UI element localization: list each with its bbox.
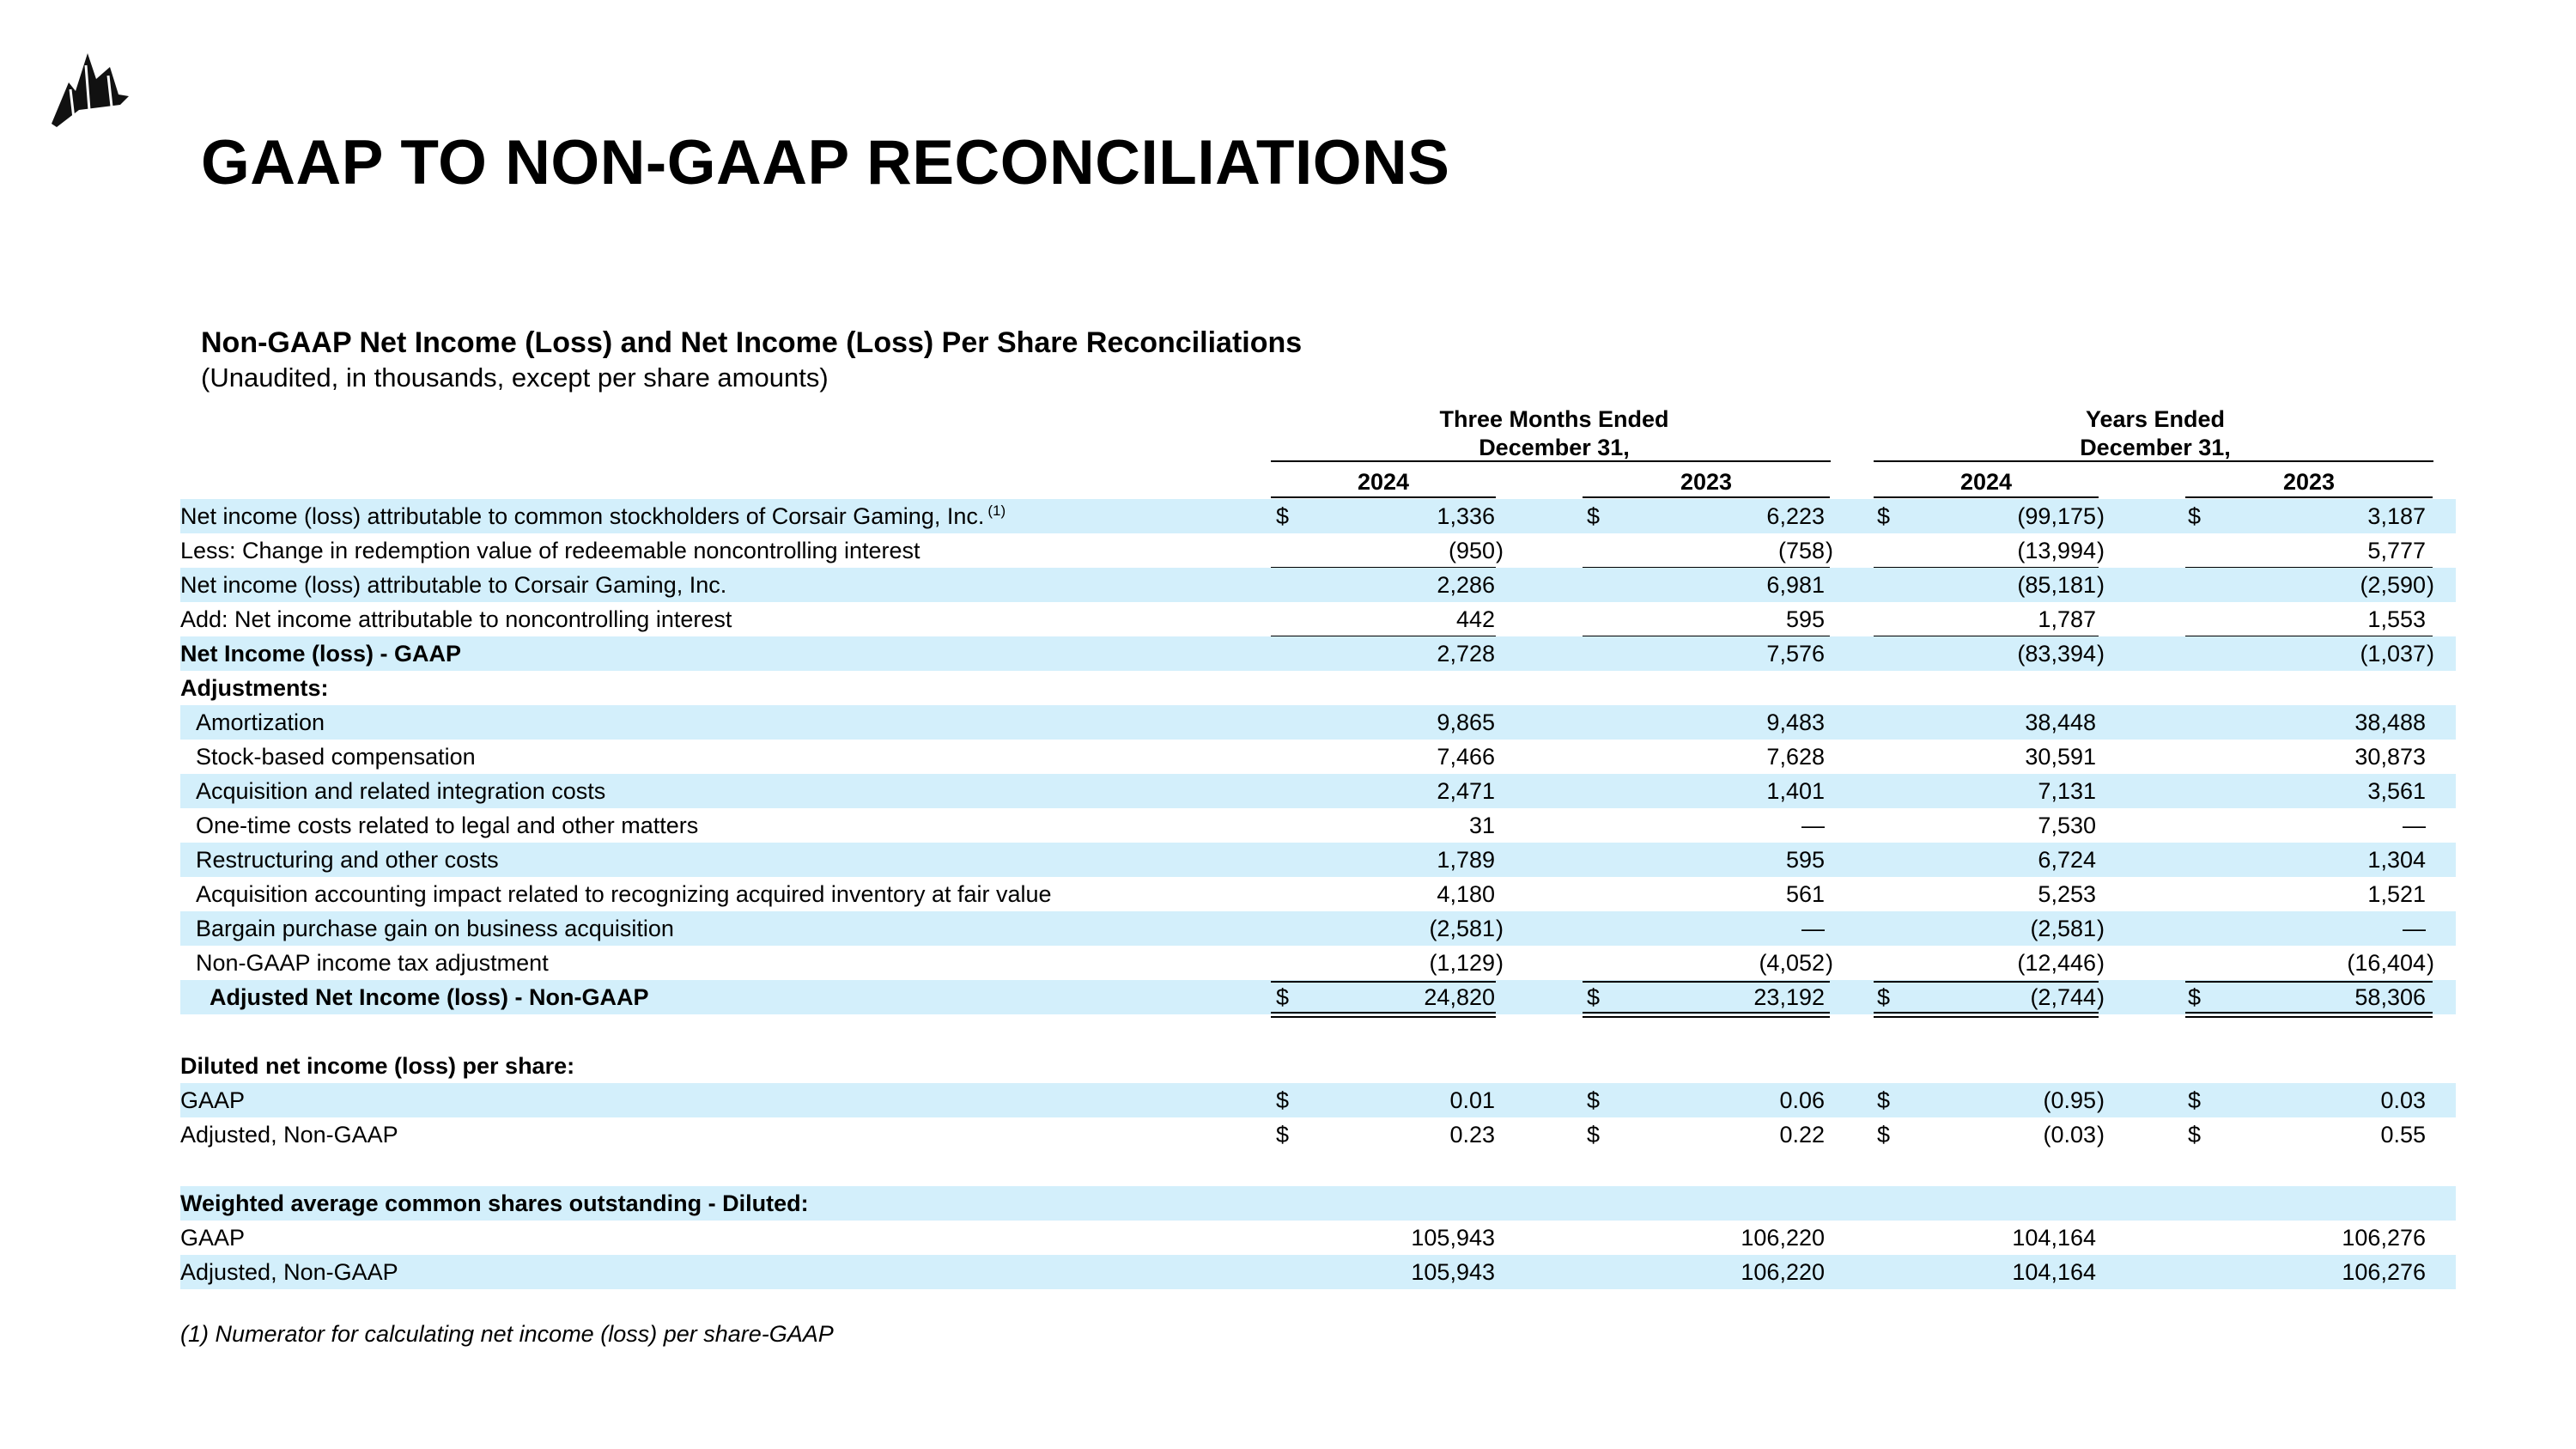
currency-symbol: $ bbox=[2188, 503, 2202, 529]
value-cell bbox=[2245, 1152, 2426, 1186]
closing-paren: ) bbox=[2097, 641, 2105, 667]
closing-paren: ) bbox=[2097, 916, 2105, 941]
value-cell: 6,223 bbox=[1766, 503, 1825, 529]
row-label-text: Add: Net income attributable to noncontrolling interest bbox=[180, 606, 732, 632]
value-cell bbox=[1335, 1152, 1495, 1186]
value-cell: 0.22 bbox=[1779, 1122, 1825, 1148]
closing-paren: ) bbox=[2097, 572, 2105, 598]
value-cell: 6,981 bbox=[1766, 572, 1825, 598]
year-rule bbox=[1271, 496, 1496, 498]
value-cell bbox=[1335, 1186, 1495, 1221]
section-title: Non-GAAP Net Income (Loss) and Net Income (Loss) Per Share Reconciliations bbox=[201, 326, 1303, 359]
row-label bbox=[196, 843, 499, 877]
row-label-text: Bargain purchase gain on business acquisition bbox=[196, 916, 674, 941]
closing-paren: ) bbox=[2427, 641, 2434, 667]
group-rule bbox=[1874, 460, 2433, 462]
row-label bbox=[180, 1049, 574, 1083]
currency-symbol: $ bbox=[2188, 984, 2202, 1010]
value-cell bbox=[1644, 1186, 1825, 1221]
section-subtitle: (Unaudited, in thousands, except per share amounts) bbox=[201, 362, 829, 393]
value-cell: 23,192 bbox=[1753, 984, 1825, 1010]
currency-symbol: $ bbox=[1877, 984, 1891, 1010]
value-cell: 104,164 bbox=[2012, 1225, 2096, 1251]
value-cell: (13,994 bbox=[2017, 538, 2096, 563]
table-row bbox=[180, 946, 2456, 980]
value-cell: 58,306 bbox=[2354, 984, 2426, 1010]
value-cell bbox=[1936, 1014, 2096, 1049]
table-row bbox=[180, 1083, 2456, 1117]
value-cell: 1,789 bbox=[1437, 847, 1495, 873]
currency-symbol: $ bbox=[2188, 1122, 2202, 1148]
value-cell: 106,220 bbox=[1741, 1259, 1825, 1285]
value-cell bbox=[1644, 1049, 1825, 1083]
value-cell: 24,820 bbox=[1424, 984, 1495, 1010]
value-cell: 0.06 bbox=[1779, 1087, 1825, 1113]
value-cell: (0.95 bbox=[2043, 1087, 2096, 1113]
row-label bbox=[180, 1186, 809, 1221]
currency-symbol: $ bbox=[1877, 503, 1891, 529]
value-cell: 4,180 bbox=[1437, 881, 1495, 907]
table-row bbox=[180, 1221, 2456, 1255]
value-cell: 1,336 bbox=[1437, 503, 1495, 529]
row-label bbox=[180, 636, 461, 671]
value-cell: 595 bbox=[1785, 847, 1825, 873]
closing-paren: ) bbox=[2097, 984, 2105, 1010]
value-cell: 1,787 bbox=[2038, 606, 2096, 632]
row-label bbox=[180, 1221, 245, 1255]
value-cell: 1,553 bbox=[2367, 606, 2426, 632]
value-cell: 595 bbox=[1785, 606, 1825, 632]
closing-paren: ) bbox=[2427, 950, 2434, 976]
year-header: 2023 bbox=[2282, 469, 2336, 495]
table-row bbox=[180, 1186, 2456, 1221]
value-cell: 7,576 bbox=[1766, 641, 1825, 667]
value-cell: (83,394 bbox=[2017, 641, 2096, 667]
value-cell: 106,276 bbox=[2342, 1225, 2426, 1251]
row-label bbox=[196, 705, 325, 740]
value-cell: (2,590 bbox=[2360, 572, 2426, 598]
table-row bbox=[180, 568, 2456, 602]
row-label-text: Restructuring and other costs bbox=[196, 847, 499, 873]
currency-symbol: $ bbox=[1587, 1087, 1601, 1113]
value-cell: 7,628 bbox=[1766, 744, 1825, 770]
group-rule bbox=[1271, 460, 1831, 462]
year-rule bbox=[1874, 496, 2099, 498]
currency-symbol: $ bbox=[1587, 984, 1601, 1010]
row-label bbox=[180, 1083, 245, 1117]
value-cell: 6,724 bbox=[2038, 847, 2096, 873]
table-row bbox=[180, 533, 2456, 568]
value-cell: 7,530 bbox=[2038, 813, 2096, 838]
value-cell: 561 bbox=[1785, 881, 1825, 907]
table-row bbox=[180, 808, 2456, 843]
value-cell: — bbox=[2403, 813, 2426, 838]
row-label-text: Adjusted, Non-GAAP bbox=[180, 1122, 398, 1148]
closing-paren: ) bbox=[2427, 572, 2434, 598]
value-cell bbox=[2245, 1049, 2426, 1083]
group-header-line2: December 31, bbox=[1479, 435, 1630, 460]
value-cell: 30,591 bbox=[2025, 744, 2096, 770]
row-label bbox=[196, 740, 476, 774]
row-label-text: Net Income (loss) - GAAP bbox=[180, 641, 462, 667]
currency-symbol: $ bbox=[1276, 984, 1290, 1010]
row-label-text: Diluted net income (loss) per share: bbox=[180, 1053, 575, 1079]
value-cell bbox=[1936, 671, 2096, 705]
row-label-text: Stock-based compensation bbox=[196, 744, 476, 770]
value-cell: — bbox=[1801, 916, 1825, 941]
closing-paren: ) bbox=[1496, 916, 1504, 941]
row-label bbox=[180, 568, 726, 602]
row-label-text: One-time costs related to legal and other matters bbox=[196, 813, 699, 838]
table-row bbox=[180, 705, 2456, 740]
value-cell: (1,129 bbox=[1429, 950, 1495, 976]
table-row bbox=[180, 774, 2456, 808]
value-cell: 2,728 bbox=[1437, 641, 1495, 667]
value-cell: — bbox=[1801, 813, 1825, 838]
currency-symbol: $ bbox=[1276, 503, 1290, 529]
table-row bbox=[180, 671, 2456, 705]
value-cell bbox=[1936, 1049, 2096, 1083]
year-rule bbox=[1583, 496, 1830, 498]
row-label bbox=[180, 1255, 398, 1289]
value-cell bbox=[2245, 671, 2426, 705]
value-cell: 0.23 bbox=[1449, 1122, 1495, 1148]
value-cell: 2,471 bbox=[1437, 778, 1495, 804]
value-cell: 3,561 bbox=[2367, 778, 2426, 804]
table-row bbox=[180, 499, 2456, 533]
table-row bbox=[180, 843, 2456, 877]
value-cell: 104,164 bbox=[2012, 1259, 2096, 1285]
value-cell: (2,581 bbox=[2030, 916, 2096, 941]
value-cell: 38,488 bbox=[2354, 709, 2426, 735]
row-label-text: GAAP bbox=[180, 1087, 246, 1113]
table-row bbox=[180, 602, 2456, 636]
total-top-rule bbox=[1874, 981, 2099, 983]
year-header: 2024 bbox=[1357, 469, 1410, 495]
year-rule bbox=[2185, 496, 2433, 498]
value-cell bbox=[1644, 1152, 1825, 1186]
value-cell: (2,744 bbox=[2030, 984, 2096, 1010]
value-cell: 30,873 bbox=[2354, 744, 2426, 770]
table-row bbox=[180, 911, 2456, 946]
value-cell: 106,220 bbox=[1741, 1225, 1825, 1251]
year-header: 2023 bbox=[1680, 469, 1733, 495]
table-row bbox=[180, 1117, 2456, 1152]
group-header-line2: December 31, bbox=[2080, 435, 2231, 460]
value-cell: 38,448 bbox=[2025, 709, 2096, 735]
value-cell: 1,401 bbox=[1766, 778, 1825, 804]
value-cell: (2,581 bbox=[1429, 916, 1495, 941]
table-row bbox=[180, 1255, 2456, 1289]
row-label bbox=[196, 774, 605, 808]
row-label-text: GAAP bbox=[180, 1225, 246, 1251]
currency-symbol: $ bbox=[1587, 1122, 1601, 1148]
group-header-line1: Three Months Ended bbox=[1439, 406, 1669, 432]
footnote-marker: (1) bbox=[987, 502, 1006, 519]
closing-paren: ) bbox=[2097, 538, 2105, 563]
total-top-rule bbox=[1583, 981, 1830, 983]
value-cell bbox=[1644, 1014, 1825, 1049]
value-cell: 7,466 bbox=[1437, 744, 1495, 770]
currency-symbol: $ bbox=[1877, 1087, 1891, 1113]
value-cell: 442 bbox=[1455, 606, 1495, 632]
value-cell bbox=[1936, 1186, 2096, 1221]
currency-symbol: $ bbox=[1587, 503, 1601, 529]
value-cell: 2,286 bbox=[1437, 572, 1495, 598]
value-cell: (4,052 bbox=[1759, 950, 1825, 976]
row-label-text: Acquisition accounting impact related to recognizing acquired inventory at fair value bbox=[196, 881, 1052, 907]
row-label bbox=[210, 980, 649, 1014]
value-cell: 1,304 bbox=[2367, 847, 2426, 873]
value-cell: 0.01 bbox=[1449, 1087, 1495, 1113]
table-row bbox=[180, 877, 2456, 911]
row-label bbox=[196, 808, 698, 843]
row-label-text: Acquisition and related integration costs bbox=[196, 778, 606, 804]
value-cell bbox=[1335, 1049, 1495, 1083]
table-row bbox=[180, 1014, 2456, 1049]
total-top-rule bbox=[2185, 981, 2433, 983]
row-label-text: Net income (loss) attributable to Corsair Gaming, Inc. bbox=[180, 572, 727, 598]
value-cell: 5,253 bbox=[2038, 881, 2096, 907]
value-cell: 9,483 bbox=[1766, 709, 1825, 735]
group-header-three-months bbox=[1271, 405, 1838, 462]
value-cell: 105,943 bbox=[1411, 1259, 1495, 1285]
sail-logo-icon bbox=[45, 45, 131, 131]
value-cell bbox=[1936, 1152, 2096, 1186]
row-label bbox=[196, 877, 1052, 911]
footnote: (1) Numerator for calculating net income (loss) per share-GAAP bbox=[180, 1321, 834, 1347]
value-cell: 1,521 bbox=[2367, 881, 2426, 907]
value-cell: 9,865 bbox=[1437, 709, 1495, 735]
row-label bbox=[196, 946, 549, 980]
row-label bbox=[180, 499, 1005, 533]
value-cell: 31 bbox=[1468, 813, 1495, 838]
row-label-text: Adjustments: bbox=[180, 675, 329, 701]
closing-paren: ) bbox=[1496, 950, 1504, 976]
row-label bbox=[196, 911, 674, 946]
closing-paren: ) bbox=[2097, 950, 2105, 976]
value-cell: (1,037 bbox=[2360, 641, 2426, 667]
value-cell bbox=[1644, 671, 1825, 705]
row-label-text: Weighted average common shares outstanding - Diluted: bbox=[180, 1190, 809, 1216]
currency-symbol: $ bbox=[1276, 1122, 1290, 1148]
closing-paren: ) bbox=[1496, 538, 1504, 563]
row-label-text: Less: Change in redemption value of redeemable noncontrolling interest bbox=[180, 538, 920, 563]
group-header-years bbox=[1872, 405, 2439, 462]
value-cell: (16,404 bbox=[2347, 950, 2426, 976]
row-label-text: Amortization bbox=[196, 709, 325, 735]
value-cell: 0.03 bbox=[2380, 1087, 2426, 1113]
value-cell: 3,187 bbox=[2367, 503, 2426, 529]
closing-paren: ) bbox=[1826, 950, 1833, 976]
table-row bbox=[180, 636, 2456, 671]
year-header: 2024 bbox=[1959, 469, 2013, 495]
value-cell bbox=[1335, 671, 1495, 705]
row-label-text: Adjusted Net Income (loss) - Non-GAAP bbox=[210, 984, 649, 1010]
table-row bbox=[180, 1152, 2456, 1186]
closing-paren: ) bbox=[2097, 1122, 2105, 1148]
value-cell: 106,276 bbox=[2342, 1259, 2426, 1285]
value-cell bbox=[2245, 1186, 2426, 1221]
value-cell: 105,943 bbox=[1411, 1225, 1495, 1251]
row-label-text: Net income (loss) attributable to common stockholders of Corsair Gaming, Inc. bbox=[180, 503, 985, 529]
row-label-text: Adjusted, Non-GAAP bbox=[180, 1259, 398, 1285]
value-cell bbox=[1335, 1014, 1495, 1049]
table-row bbox=[180, 1049, 2456, 1083]
closing-paren: ) bbox=[2097, 503, 2105, 529]
closing-paren: ) bbox=[1826, 538, 1833, 563]
closing-paren: ) bbox=[2097, 1087, 2105, 1113]
row-label-text: Non-GAAP income tax adjustment bbox=[196, 950, 549, 976]
table-row bbox=[180, 740, 2456, 774]
row-label bbox=[180, 1117, 398, 1152]
row-label bbox=[180, 602, 732, 636]
currency-symbol: $ bbox=[2188, 1087, 2202, 1113]
value-cell: (0.03 bbox=[2043, 1122, 2096, 1148]
value-cell: (85,181 bbox=[2017, 572, 2096, 598]
group-header-line1: Years Ended bbox=[2085, 406, 2226, 432]
value-cell: (12,446 bbox=[2017, 950, 2096, 976]
total-top-rule bbox=[1271, 981, 1496, 983]
value-cell: (99,175 bbox=[2017, 503, 2096, 529]
currency-symbol: $ bbox=[1877, 1122, 1891, 1148]
value-cell bbox=[2245, 1014, 2426, 1049]
page-title: GAAP TO NON-GAAP RECONCILIATIONS bbox=[201, 128, 1450, 198]
row-label bbox=[180, 533, 920, 568]
value-cell: (758 bbox=[1777, 538, 1825, 563]
value-cell: 7,131 bbox=[2038, 778, 2096, 804]
row-label bbox=[180, 671, 329, 705]
table-row bbox=[180, 980, 2456, 1014]
value-cell: (950 bbox=[1448, 538, 1495, 563]
value-cell: 0.55 bbox=[2380, 1122, 2426, 1148]
value-cell: 5,777 bbox=[2367, 538, 2426, 563]
value-cell: — bbox=[2403, 916, 2426, 941]
currency-symbol: $ bbox=[1276, 1087, 1290, 1113]
